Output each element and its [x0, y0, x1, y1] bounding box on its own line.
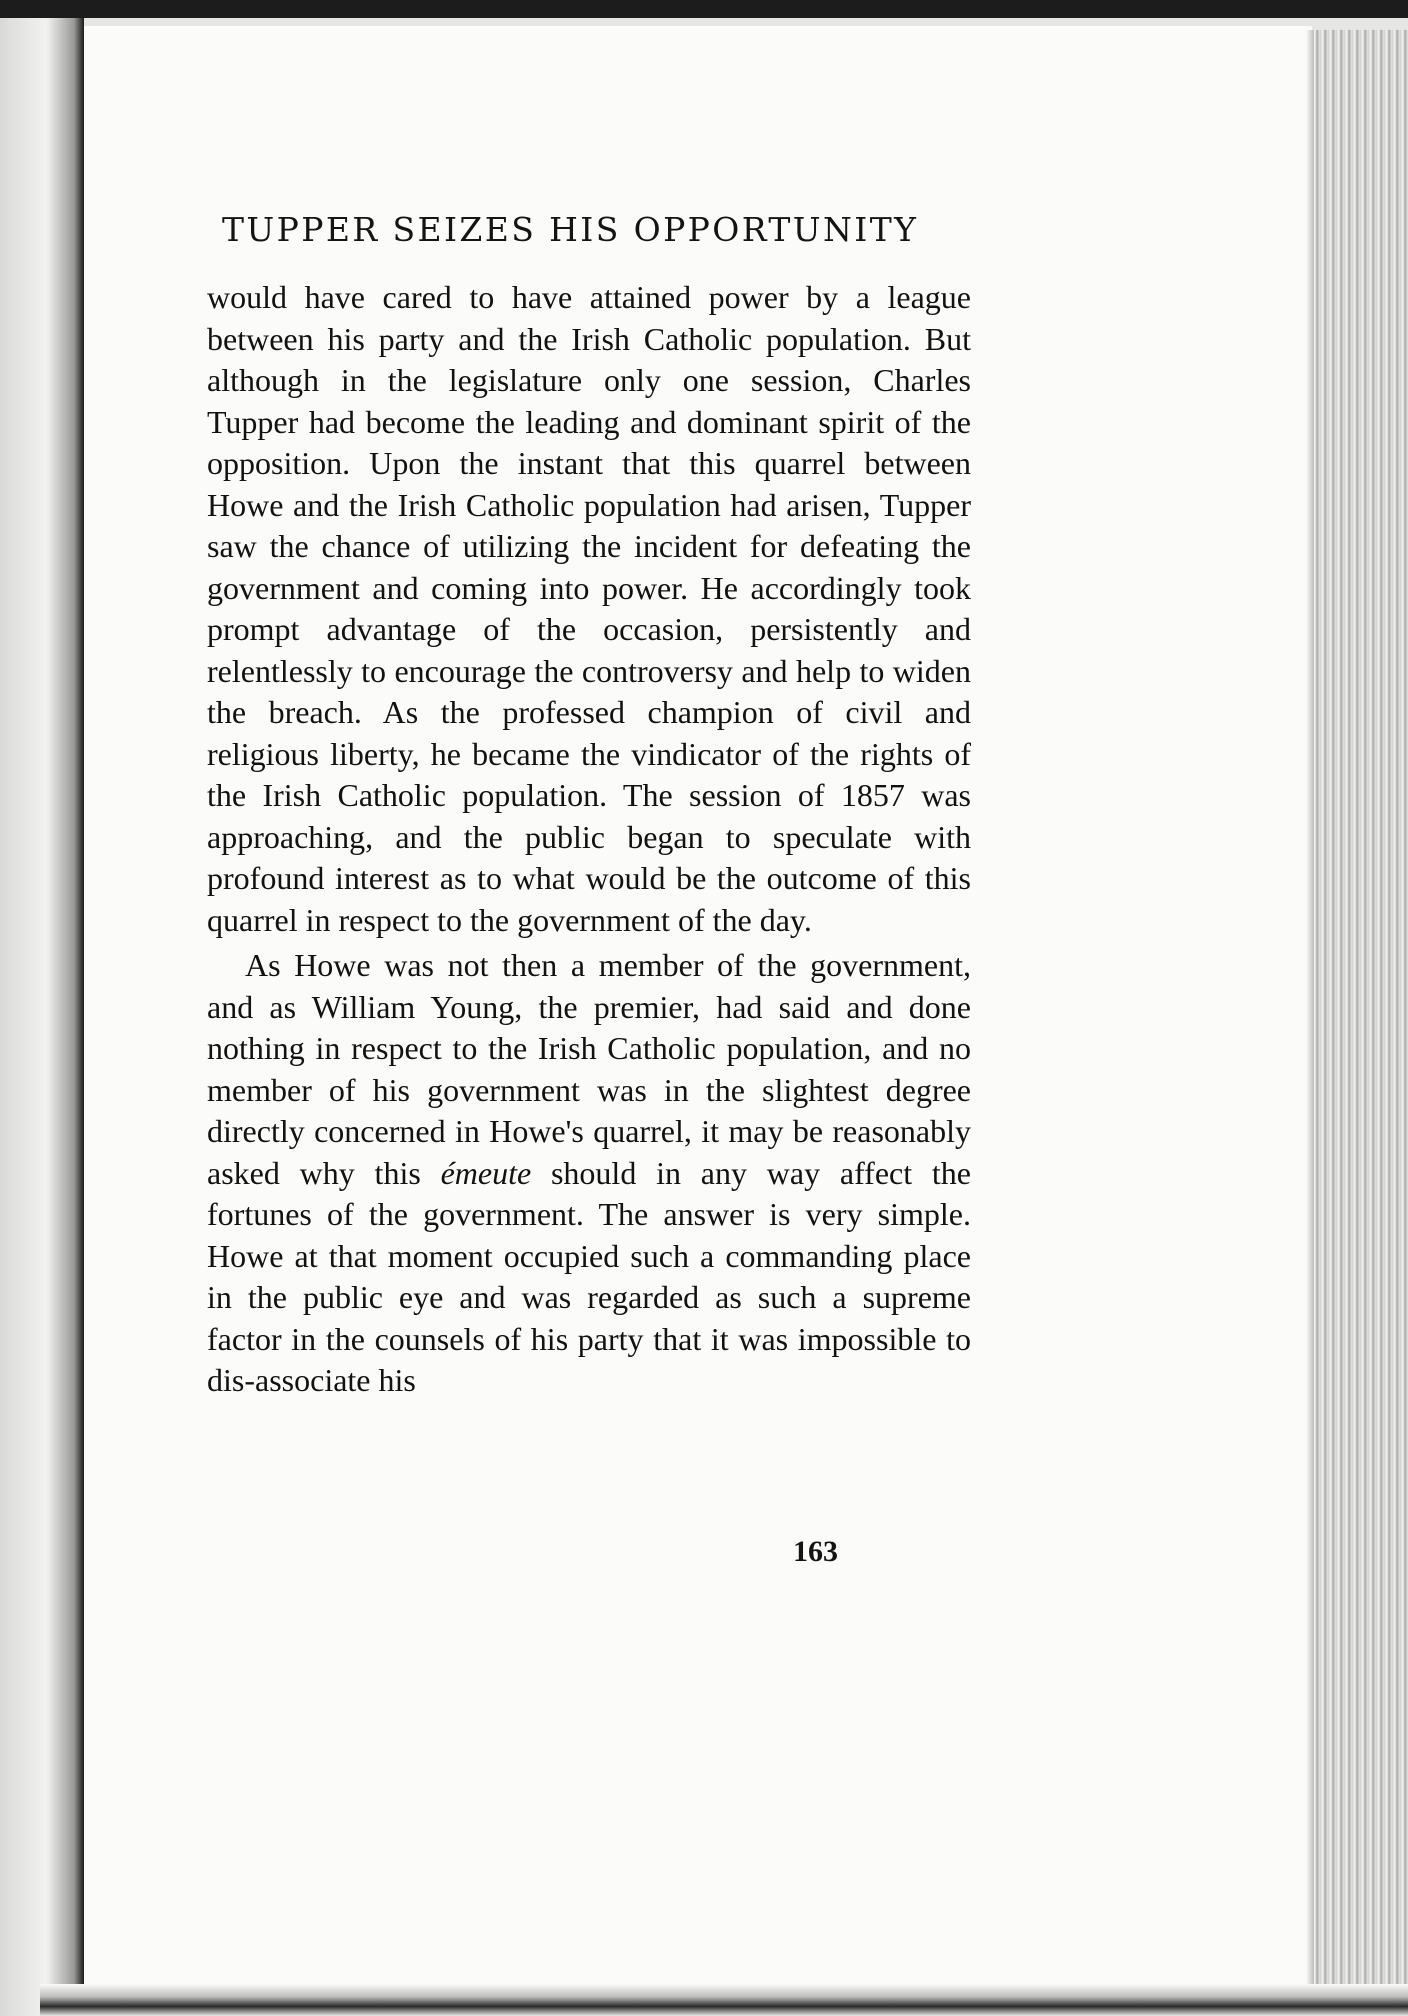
paragraph-2-text-start: As Howe was not then a member of the government, and as William Young, the premier, had said and done nothing in respect to the Irish Catholic population, and no member of his government was in the slightest degree directly concerned in Howe's quarrel, it may be reasonably asked why this	[207, 947, 971, 1191]
paragraph-1	[207, 277, 971, 941]
page-number: 163	[793, 1535, 838, 1568]
paragraph-1-text: would have cared to have attained power by a league between his party and the Irish Catholic population. But although in the legislature only one session, Charles Tupper had become the leading and dominant spirit of the opposition. Upon the instant that this quarrel between Howe and the Irish Catholic population had arisen, Tupper saw the chance of utilizing the incident for defeating the government and coming into power. He accordingly took prompt advantage of the occasion, persistently and relentlessly to encourage the controversy and help to widen the breach. As the professed champion of civil and religious liberty, he became the vindicator of the rights of the Irish Catholic population. The session of 1857 was approaching, and the public began to speculate with profound interest as to what would be the outcome of this quarrel in respect to the government of the day.	[207, 279, 971, 938]
right-page-stack	[1312, 30, 1408, 2016]
emphasis-word: émeute	[440, 1154, 532, 1191]
bottom-book-edge	[40, 1984, 1408, 2016]
running-head: TUPPER SEIZES HIS OPPORTUNITY	[222, 210, 919, 249]
left-page-edge	[0, 18, 84, 2016]
paragraph-2	[207, 945, 971, 1402]
scan-top-border	[0, 0, 1408, 18]
body-text	[207, 277, 971, 1402]
paragraph-2-text-end: should in any way affect the fortunes of the government. The answer is very simple. Howe at that moment occupied such a commanding place in the public eye and was regarded as such a supreme factor in the counsels of his party that it was impossible to dis-associate his	[207, 1154, 972, 1398]
